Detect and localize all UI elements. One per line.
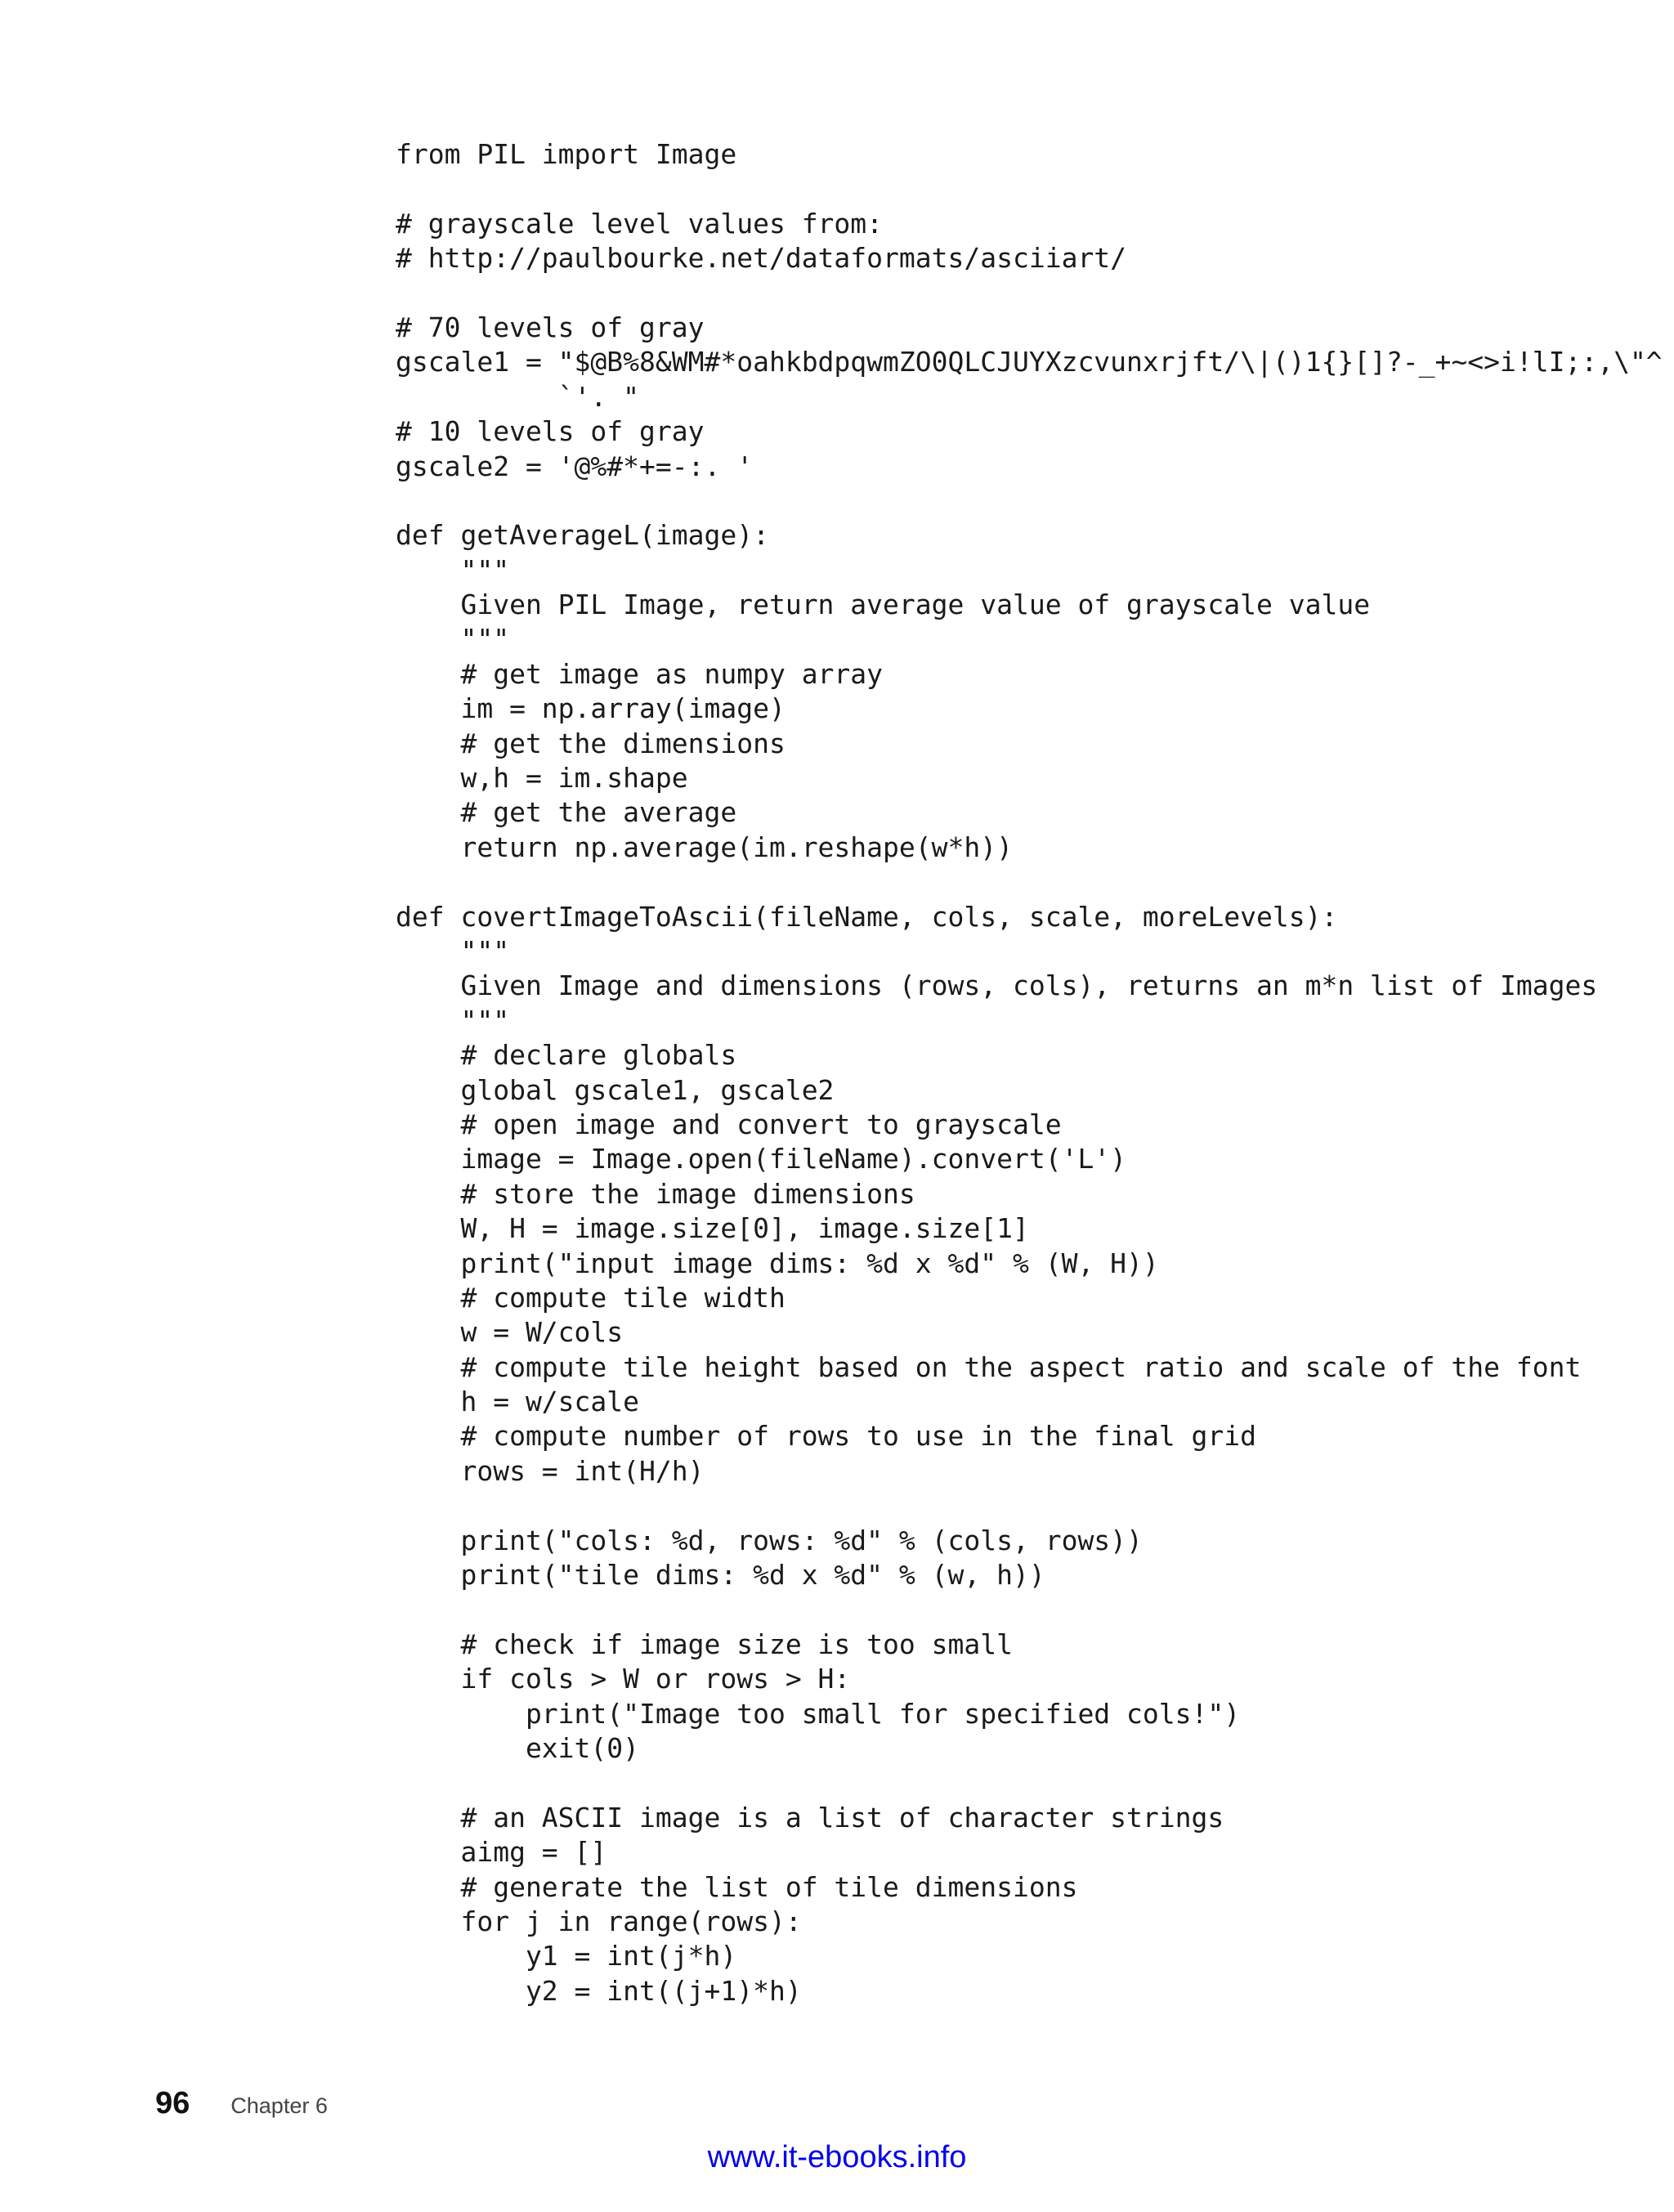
code-line: # compute tile width [396, 1281, 786, 1314]
code-listing [396, 137, 1663, 2008]
code-line: # open image and convert to grayscale [396, 1108, 1062, 1140]
code-line: w,h = im.shape [396, 762, 688, 795]
code-line: `'. " [396, 380, 640, 413]
code-line: # declare globals [396, 1039, 737, 1072]
code-line: # generate the list of tile dimensions [396, 1870, 1078, 1903]
code-line: y2 = int((j+1)*h) [396, 1974, 802, 2007]
code-line: if cols > W or rows > H: [396, 1663, 851, 1695]
code-line [396, 172, 1622, 206]
code-line: h = w/scale [396, 1386, 640, 1418]
code-line: """ [396, 623, 510, 656]
code-line: image = Image.open(fileName).convert('L') [396, 1143, 1127, 1175]
code-line: print("tile dims: %d x %d" % (w, h)) [396, 1559, 1045, 1592]
code-line: gscale1 = "$@B%8&WM#*oahkbdpqwmZO0QLCJUYXzcvunxrjft/\|()1{}[]?-_+~<>i!lI;:,\"^ [396, 346, 1663, 378]
source-link[interactable]: www.it-ebooks.info [707, 2140, 967, 2174]
code-line: """ [396, 934, 510, 967]
page-footer [155, 2086, 328, 2127]
code-line: def covertImageToAscii(fileName, cols, scale, moreLevels): [396, 900, 1338, 933]
code-line: # an ASCII image is a list of character strings [396, 1801, 1224, 1834]
code-line: # get image as numpy array [396, 657, 884, 690]
code-line: global gscale1, gscale2 [396, 1073, 835, 1106]
code-line: aimg = [] [396, 1836, 607, 1869]
code-line: print("Image too small for specified cols!") [396, 1697, 1241, 1730]
chapter-label: Chapter 6 [231, 2093, 328, 2118]
code-line: from PIL import Image [396, 138, 737, 170]
code-line [396, 276, 1622, 311]
code-line: # get the dimensions [396, 727, 786, 759]
code-line: return np.average(im.reshape(w*h)) [396, 831, 1013, 863]
code-line [396, 1489, 1622, 1523]
code-line: print("input image dims: %d x %d" % (W, H)) [396, 1247, 1159, 1279]
code-line: # get the average [396, 796, 737, 829]
code-line: Given Image and dimensions (rows, cols), returns an m*n list of Images [396, 969, 1598, 1002]
code-line [396, 1766, 1622, 1800]
code-line: """ [396, 1004, 510, 1037]
code-line: # http://paulbourke.net/dataformats/asciiart/ [396, 242, 1127, 275]
code-line: gscale2 = '@%#*+=-:. ' [396, 450, 754, 482]
code-line: y1 = int(j*h) [396, 1940, 737, 1972]
page-number: 96 [155, 2086, 190, 2120]
code-line [396, 1592, 1622, 1627]
code-line: """ [396, 553, 510, 586]
code-line: im = np.array(image) [396, 692, 786, 725]
code-line: W, H = image.size[0], image.size[1] [396, 1212, 1029, 1245]
code-line: for j in range(rows): [396, 1905, 802, 1937]
code-line: # compute tile height based on the aspect ratio and scale of the font [396, 1350, 1582, 1383]
code-line: Given PIL Image, return average value of grayscale value [396, 589, 1371, 621]
code-line: # grayscale level values from: [396, 207, 884, 240]
code-line: # store the image dimensions [396, 1177, 915, 1210]
code-line: exit(0) [396, 1731, 640, 1764]
code-line [396, 865, 1622, 899]
code-line: # 70 levels of gray [396, 311, 705, 343]
code-line: w = W/cols [396, 1316, 624, 1349]
code-line [396, 484, 1622, 518]
code-line: # check if image size is too small [396, 1628, 1013, 1660]
code-line: rows = int(H/h) [396, 1454, 705, 1487]
code-line: # compute number of rows to use in the final grid [396, 1420, 1256, 1453]
code-line: def getAverageL(image): [396, 519, 769, 552]
code-line: print("cols: %d, rows: %d" % (cols, rows)) [396, 1524, 1143, 1556]
code-line: # 10 levels of gray [396, 415, 705, 448]
